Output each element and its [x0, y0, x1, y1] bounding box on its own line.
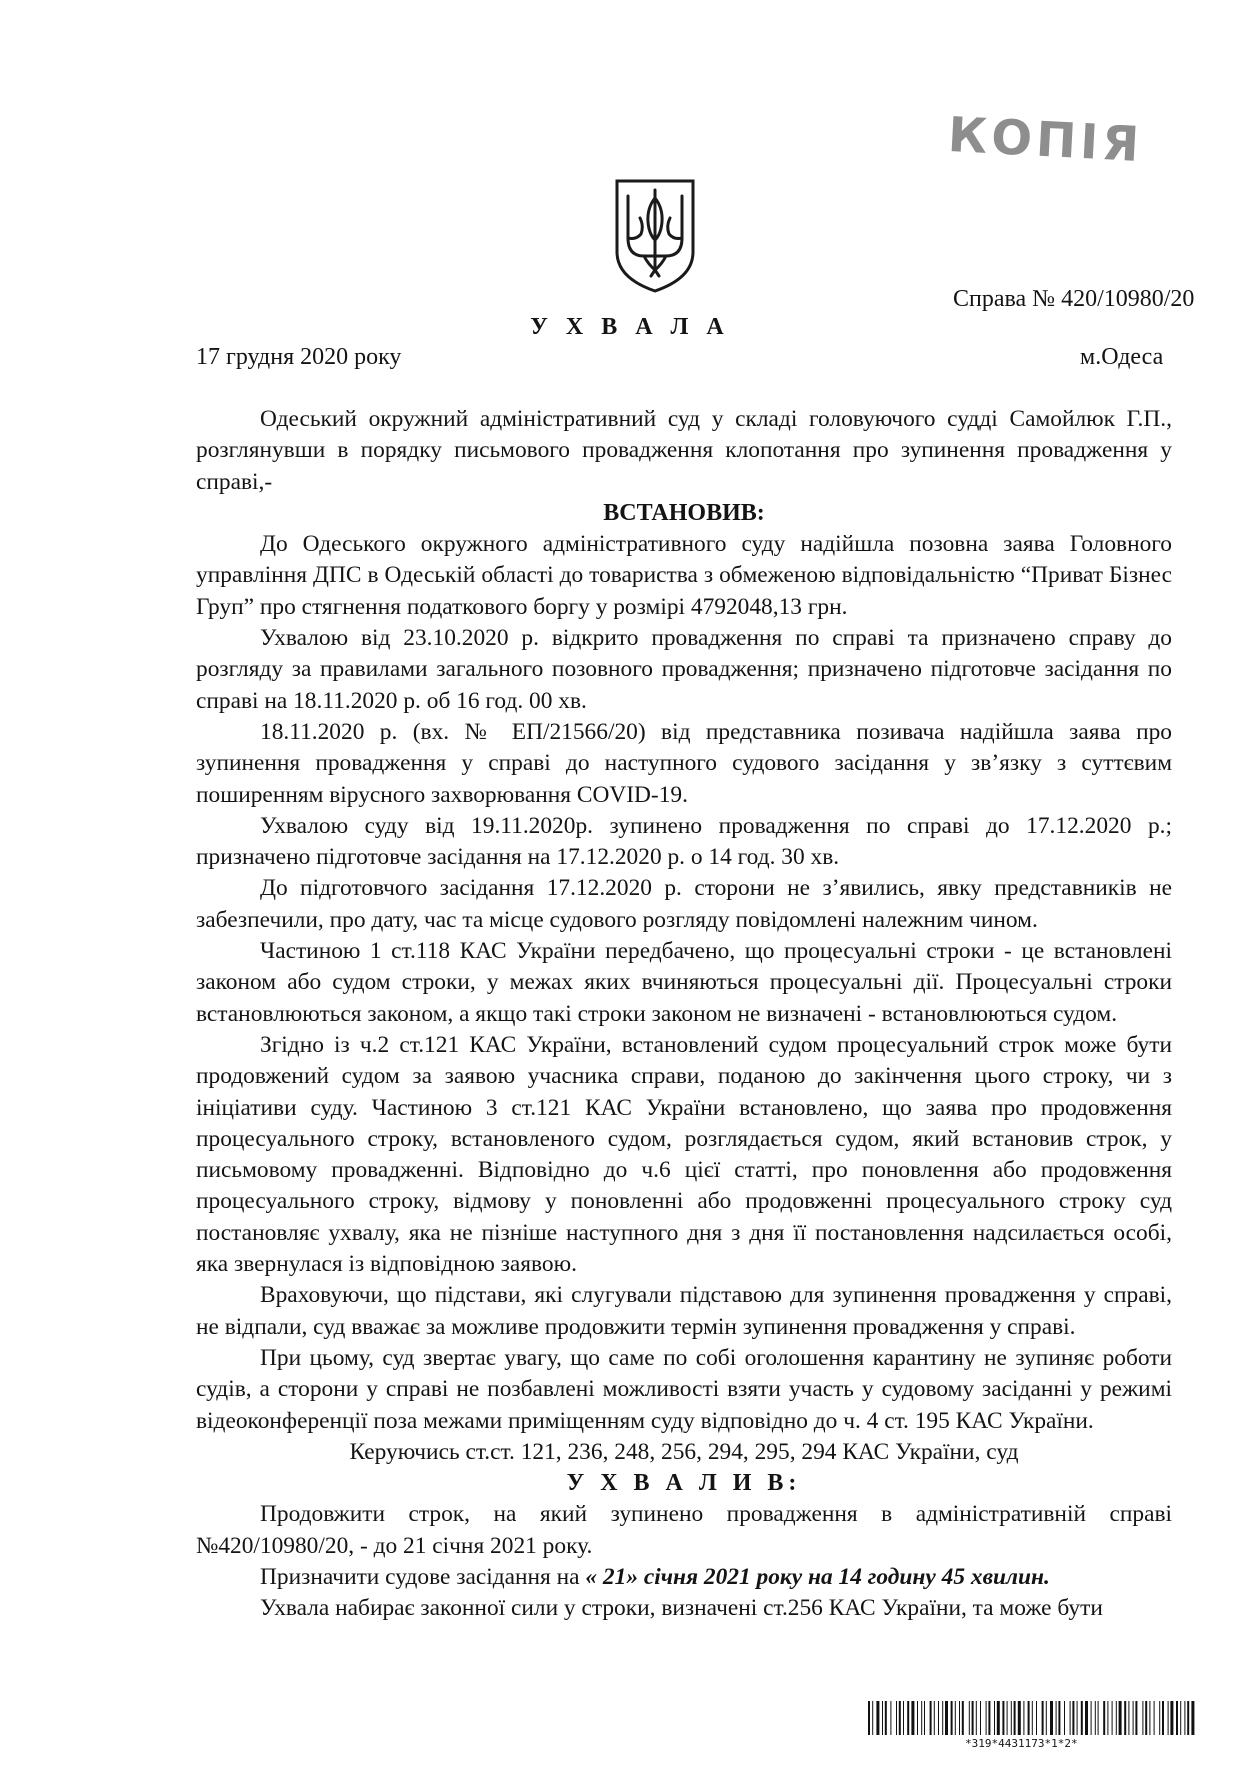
paragraph-8: Враховуючи, що підстави, які слугували підставою для зупинення провадження у справі, не відпали, суд вважає за можливе продовжити термін зупинення провадження у справі. [196, 1282, 1172, 1340]
barcode-number: *319*4431173*1*2* [965, 1737, 1078, 1750]
barcode [868, 1701, 1196, 1735]
paragraph-1: До Одеського окружного адміністративного суду надійшла позовна заява Головного управління ДПС в Одеській області до товариства з обмеженою відповідальністю “Приват Бізнес Груп” про стягнення податкового боргу у розмірі 4792048,13 грн. [196, 531, 1172, 620]
paragraph-7: Згідно із ч.2 ст.121 КАС України, встановлений судом процесуальний строк може бути продовжений судом за заявою учасника справи, поданою до закінчення цього строку, чи з ініціативи суду. Частиною 3 ст.121 КАС України встановлено, що заява про продовження процесуального строку, встановленого судом, розглядається судом, який встановив строк, у письмовому провадженні. Відповідно до ч.6 цієї статті, про поновлення або продовження процесуального строку, відмову у поновленні або продовженні процесуального строку суд постановляє ухвалу, яка не пізніше наступного дня з дня її постановлення надсилається особі, яка звернулася із відповідною заявою. [196, 1031, 1172, 1278]
decision-1: Продовжити строк, на який зупинено провадження в адміністративній справі №420/10980/20, - до 21 січня 2021 року. [196, 1501, 1172, 1559]
document-body [196, 404, 1172, 1625]
intro-paragraph: Одеський окружний адміністративний суд у складі головуючого судді Самойлюк Г.П., розглянувши в порядку письмового провадження клопотання про зупинення провадження у справі,- [196, 406, 1172, 495]
paragraph-3: 18.11.2020 р. (вх. № ЕП/21566/20) від представника позивача надійшла заява про зупинення провадження у справі до наступного судового засідання у зв’язку з суттєвим поширенням вірусного захворювання COVID-19. [196, 718, 1172, 808]
decided-heading: У Х В А Л И В: [566, 1470, 802, 1497]
established-heading: ВСТАНОВИВ: [603, 499, 765, 526]
decision-2-prefix: Призначити судове засідання на [260, 1563, 586, 1590]
decision-3: Ухвала набирає законної сили у строки, визначені ст.256 КАС України, та може бути [260, 1595, 1103, 1622]
paragraph-2: Ухвалою від 23.10.2020 р. відкрито провадження по справі та призначено справу до розгляду за правилами загального позовного провадження; призначено підготовче засідання по справі на 18.11.2020 р. об 16 год. 00 хв. [196, 625, 1172, 714]
document-city: м.Одеса [1080, 344, 1164, 370]
paragraph-4: Ухвалою суду від 19.11.2020р. зупинено провадження по справі до 17.12.2020 р.; призначено підготовче засідання на 17.12.2020 р. о 14 год. 30 хв. [196, 812, 1172, 871]
copy-stamp: КОПІЯ [946, 106, 1145, 174]
paragraph-9: При цьому, суд звертає увагу, що саме по собі оголошення карантину не зупиняє роботи судів, а сторони у справі не позбавлені можливості взяти участь у судовому засіданні у режимі відеоконференції поза межами приміщенням суду відповідно до ч. 4 ст. 195 КАС України. [196, 1344, 1172, 1434]
document-date: 17 грудня 2020 року [196, 344, 402, 370]
document-title: У Х В А Л А [530, 314, 730, 340]
guided-by-line: Керуючись ст.ст. 121, 236, 248, 256, 294, 295, 294 КАС України, суд [349, 1438, 1019, 1465]
hearing-date-emphasis: « 21» січня 2021 року на 14 годину 45 хвилин. [585, 1563, 1050, 1590]
paragraph-6: Частиною 1 ст.118 КАС України передбачено, що процесуальні строки - це встановлені законом або судом строки, у межах яких вчиняються процесуальні дії. Процесуальні строки встановлюються законом, а якщо такі строки законом не визначені - встановлюються судом. [196, 938, 1172, 1027]
decision-2 [196, 1562, 1172, 1593]
case-number: Справа № 420/10980/20 [953, 286, 1195, 312]
paragraph-5: До підготовчого засідання 17.12.2020 р. сторони не з’явились, явку представників не забезпечили, про дату, час та місце судового розгляду повідомлені належним чином. [196, 875, 1172, 933]
trident-coat-of-arms-icon [614, 178, 696, 294]
